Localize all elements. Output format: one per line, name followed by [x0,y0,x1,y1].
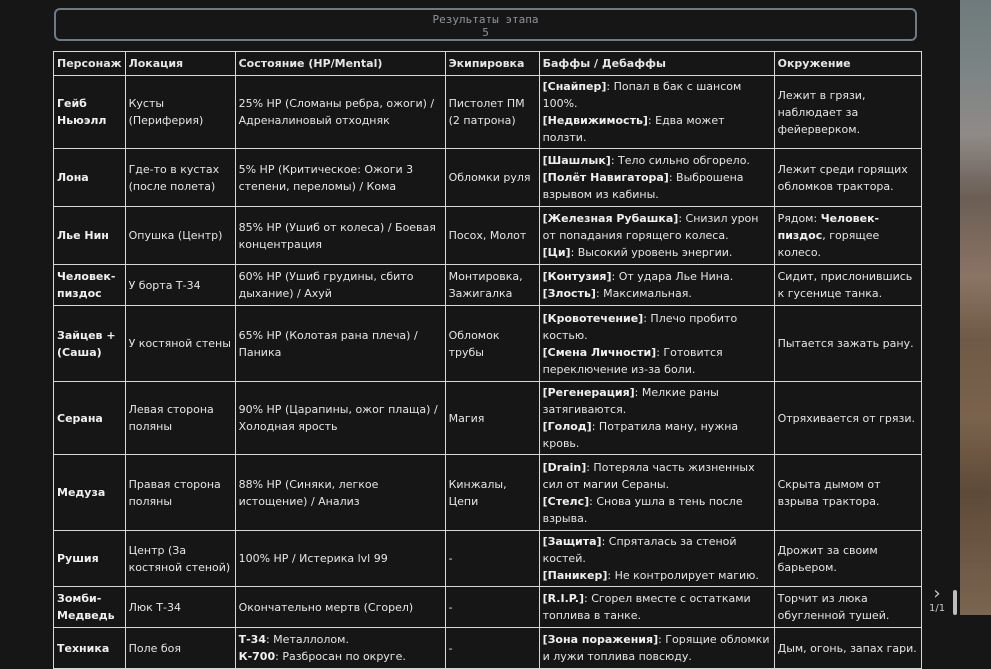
bold-label: [Снайпер] [542,80,607,93]
cell-character [54,628,126,669]
cell-environment [774,76,921,149]
cell-line [239,476,442,510]
chevron-right-icon[interactable]: › [933,583,941,604]
cell-line [129,161,232,195]
cell-line [778,268,918,302]
cell-location [125,531,235,587]
cell-line [449,169,536,186]
bold-label: [Ци] [542,246,571,259]
cell-environment [774,149,921,207]
cell-line [129,95,232,129]
cell-line [57,590,122,624]
cell-buffs [539,455,774,531]
cell-text: : Плечо пробито костью. [542,311,738,342]
cell-line [449,410,536,427]
bold-label: [Голод] [542,420,592,433]
table-row [54,628,922,669]
cell-text: Отряхивается от грязи. [777,411,915,425]
header-character: Персонаж [54,52,126,76]
table-row [54,455,922,531]
cell-location [125,628,235,669]
cell-character [54,265,126,306]
stage-number: 5 [482,26,489,39]
cell-text: Дым, огонь, запах гари. [777,641,917,655]
cell-text: , горящее колесо. [777,229,880,259]
cell-equipment [445,306,539,382]
cell-line [449,640,536,657]
bold-label: [Злость] [542,287,596,300]
cell-location [125,306,235,382]
cell-text: Лежит в грязи, наблюдает за фейерверком. [777,88,866,136]
cell-line [543,244,771,261]
cell-line [543,567,771,584]
cell-equipment [445,149,539,207]
cell-line [778,87,918,138]
bold-label: [R.I.P.] [542,592,584,605]
cell-line [543,310,771,344]
cell-line [57,327,122,361]
cell-text: Магия [448,411,485,425]
cell-line [778,590,918,624]
header-environment: Окружение [774,52,921,76]
pager [929,585,945,614]
scrollbar[interactable] [953,590,957,615]
cell-line [239,95,442,129]
cell-line [129,335,232,352]
cell-line [129,277,232,294]
cell-line [57,169,122,186]
table-row [54,207,922,265]
header-state: Состояние (HP/Mental) [235,52,445,76]
cell-text: - [448,600,453,614]
cell-line [57,550,122,567]
bold-label: [Защита] [542,535,602,548]
table-row [54,306,922,382]
bold-label: Зомби-Медведь [57,592,115,622]
cell-location [125,382,235,455]
cell-text: : Сгорел вместе с остатками топлива в танке. [542,592,751,622]
cell-text: : Едва может ползти. [542,114,725,144]
cell-line [543,344,771,378]
cell-line [543,418,771,452]
bold-label: [Кровотечение] [542,311,644,325]
cell-line [449,550,536,567]
cell-text: : Максимальная. [595,287,692,300]
bold-label: К-700 [238,650,276,663]
cell-text: 65% HP (Колотая рана плеча) / Паника [238,328,418,359]
cell-line [57,227,122,244]
cell-text: Опушка (Центр) [128,229,223,242]
cell-state [235,306,445,382]
cell-line [239,161,442,195]
cell-equipment [445,76,539,149]
cell-text: : Спряталась за стеной костей. [542,535,737,565]
cell-text: : Разбросан по округе. [275,650,406,663]
cell-state [235,531,445,587]
cell-text: Монтировка, Зажигалка [448,270,523,300]
cell-line [543,78,771,112]
cell-text: : Потратила ману, нужна кровь. [542,420,739,450]
cell-text: Левая сторона поляны [128,403,214,433]
bold-label: Лье Нин [57,229,109,242]
cell-state [235,628,445,669]
cell-line [543,384,771,418]
bold-label: [Стелс] [542,494,590,508]
cell-text: Посох, Молот [448,229,527,242]
cell-line [543,533,771,567]
cell-text: Поле боя [128,641,182,655]
cell-line [239,268,442,302]
bold-label: Техника [57,641,110,655]
cell-text: 5% HP (Критическое: Ожоги 3 степени, переломы) / Кома [238,162,414,193]
cell-line [57,640,122,657]
cell-environment [774,306,921,382]
header-location: Локация [125,52,235,76]
cell-buffs [539,382,774,455]
table-row [54,531,922,587]
cell-text: Правая сторона поляны [128,477,221,508]
cell-text: : Выброшена взрывом из кабины. [542,171,744,201]
cell-text: Кинжалы, Цепи [448,477,507,508]
cell-state [235,76,445,149]
cell-text: : Высокий уровень энергии. [570,246,733,259]
cell-buffs [539,76,774,149]
cell-text: Пытается зажать рану. [777,337,914,350]
cell-environment [774,587,921,628]
cell-line [449,227,536,244]
cell-location [125,207,235,265]
cell-text: : Не контролирует магию. [607,569,759,582]
cell-buffs [539,149,774,207]
cell-line [129,401,232,435]
cell-line [57,268,122,302]
cell-line [129,542,232,576]
bold-label: [Drain] [542,460,587,474]
cell-character [54,149,126,207]
cell-text: : Тело сильно обгорело. [610,154,750,167]
cell-line [239,550,442,567]
cell-location [125,587,235,628]
table-row [54,265,922,306]
cell-line [543,169,771,203]
bold-label: Рушия [57,552,99,565]
cell-line [239,648,442,665]
cell-environment [774,265,921,306]
cell-line [778,335,918,352]
cell-line [57,484,122,501]
cell-line [778,542,918,576]
results-table [53,51,922,669]
cell-line [778,476,918,510]
bold-label: Т-34 [238,633,266,646]
cell-line [449,599,536,616]
cell-line [543,493,771,527]
cell-state [235,207,445,265]
cell-location [125,265,235,306]
cell-text: - [448,552,453,565]
stage-title: Результаты этапа [432,13,539,26]
stage-results-header [54,8,917,41]
cell-buffs [539,587,774,628]
cell-buffs [539,207,774,265]
cell-buffs [539,306,774,382]
bold-label: [Железная Рубашка] [542,212,679,225]
cell-environment [774,531,921,587]
cell-line [543,590,771,624]
cell-line [449,327,536,361]
cell-state [235,149,445,207]
cell-text: 88% HP (Синяки, легкое истощение) / Анализ [238,477,379,508]
bold-label: Человек-пиздос [57,270,116,300]
page-counter: 1/1 [929,603,946,614]
cell-text: 100% HP / Истерика lvl 99 [238,552,388,565]
cell-text: У борта Т-34 [128,278,201,292]
cell-line [129,227,232,244]
cell-text: : Мелкие раны затягиваются. [542,386,719,416]
bold-label: [Недвижимость] [542,114,648,127]
cell-text: 60% HP (Ушиб грудины, сбито дыхание) / Ахуй [238,270,414,300]
cell-text: Кусты (Периферия) [128,97,204,127]
background-image [960,0,991,615]
cell-text: Центр (За костяной стеной) [128,543,231,574]
cell-equipment [445,265,539,306]
cell-text: : Снова ушла в тень после взрыва. [542,494,743,525]
bold-label: [Полёт Навигатора] [542,171,669,184]
cell-equipment [445,587,539,628]
bold-label: [Паникер] [542,569,608,582]
bold-label: [Смена Личности] [542,345,657,359]
cell-text: : Снизил урон от попадания горящего колеса. [542,212,759,242]
cell-text: Окончательно мертв (Сгорел) [238,600,414,614]
cell-environment [774,207,921,265]
cell-text: Скрыта дымом от взрыва трактора. [777,477,881,508]
bold-label: Медуза [57,486,106,499]
cell-line [543,152,771,169]
bold-label: [Шашлык] [542,154,611,167]
cell-character [54,531,126,587]
cell-line [129,599,232,616]
bold-label: [Зона поражения] [542,633,659,646]
bold-label: Серана [57,411,103,425]
cell-character [54,455,126,531]
cell-line [239,327,442,361]
cell-line [778,640,918,657]
bold-label: Человек-пиздос [777,212,880,242]
table-row [54,382,922,455]
cell-state [235,587,445,628]
cell-buffs [539,531,774,587]
cell-text: Пистолет ПМ (2 патрона) [448,97,525,127]
cell-text: : Потеряла часть жизненных сил от магии Сераны. [542,460,755,491]
cell-line [543,210,771,244]
cell-equipment [445,531,539,587]
cell-line [239,401,442,435]
cell-equipment [445,628,539,669]
header-equipment: Экипировка [445,52,539,76]
cell-environment [774,628,921,669]
cell-character [54,306,126,382]
cell-character [54,382,126,455]
cell-equipment [445,207,539,265]
cell-line [543,112,771,146]
table-row [54,76,922,149]
cell-line [239,631,442,648]
table-header-row [54,52,922,76]
cell-line [129,640,232,657]
cell-buffs [539,265,774,306]
cell-line [778,161,918,195]
cell-buffs [539,628,774,669]
table-row [54,149,922,207]
cell-environment [774,382,921,455]
cell-location [125,76,235,149]
cell-text: : От удара Лье Нина. [611,270,734,283]
cell-line [239,599,442,616]
cell-text: Где-то в кустах (после полета) [128,162,220,193]
cell-text: : Горящие обломки и лужи топлива повсюду. [542,633,770,663]
cell-line [449,95,536,129]
cell-text: - [448,641,453,655]
cell-text: 85% HP (Ушиб от колеса) / Боевая концентрация [238,220,436,251]
cell-line [449,476,536,510]
cell-text: Люк Т-34 [128,600,181,614]
bold-label: Гейб Ньюэлл [57,97,107,127]
cell-text: : Попал в бак с шансом 100%. [542,80,742,110]
cell-location [125,149,235,207]
cell-equipment [445,382,539,455]
bold-label: [Регенерация] [542,386,635,399]
cell-text: Обломки руля [448,171,531,184]
cell-environment [774,455,921,531]
table-row [54,587,922,628]
cell-text: Сидит, прислонившись к гусенице танка. [777,270,913,300]
cell-character [54,207,126,265]
cell-text: 90% HP (Царапины, ожог плаща) / Холодная ярость [238,403,438,433]
cell-text: Рядом: [777,212,821,225]
cell-state [235,265,445,306]
cell-line [543,285,771,302]
header-buffs: Баффы / Дебаффы [539,52,774,76]
bold-label: Зайцев + (Саша) [57,328,116,359]
cell-text: Обломок трубы [448,328,500,359]
cell-location [125,455,235,531]
cell-equipment [445,455,539,531]
cell-line [129,476,232,510]
cell-line [239,219,442,253]
cell-character [54,76,126,149]
cell-text: 25% HP (Сломаны ребра, ожоги) / Адреналиновый отходняк [238,97,435,127]
cell-line [449,268,536,302]
cell-line [778,210,918,261]
bold-label: [Контузия] [542,270,612,283]
bold-label: Лона [57,171,89,184]
cell-state [235,382,445,455]
cell-line [543,459,771,493]
cell-line [543,268,771,285]
cell-text: : Готовится переключение из-за боли. [542,345,723,376]
cell-text: Лежит среди горящих обломков трактора. [777,162,908,193]
cell-line [778,410,918,427]
cell-text: : Металлолом. [265,633,349,646]
cell-line [543,631,771,665]
cell-text: У костяной стены [128,337,231,350]
cell-character [54,587,126,628]
cell-line [57,95,122,129]
cell-text: Дрожит за своим барьером. [777,543,878,574]
cell-text: Торчит из люка обугленной тушей. [777,592,890,622]
cell-state [235,455,445,531]
cell-line [57,410,122,427]
